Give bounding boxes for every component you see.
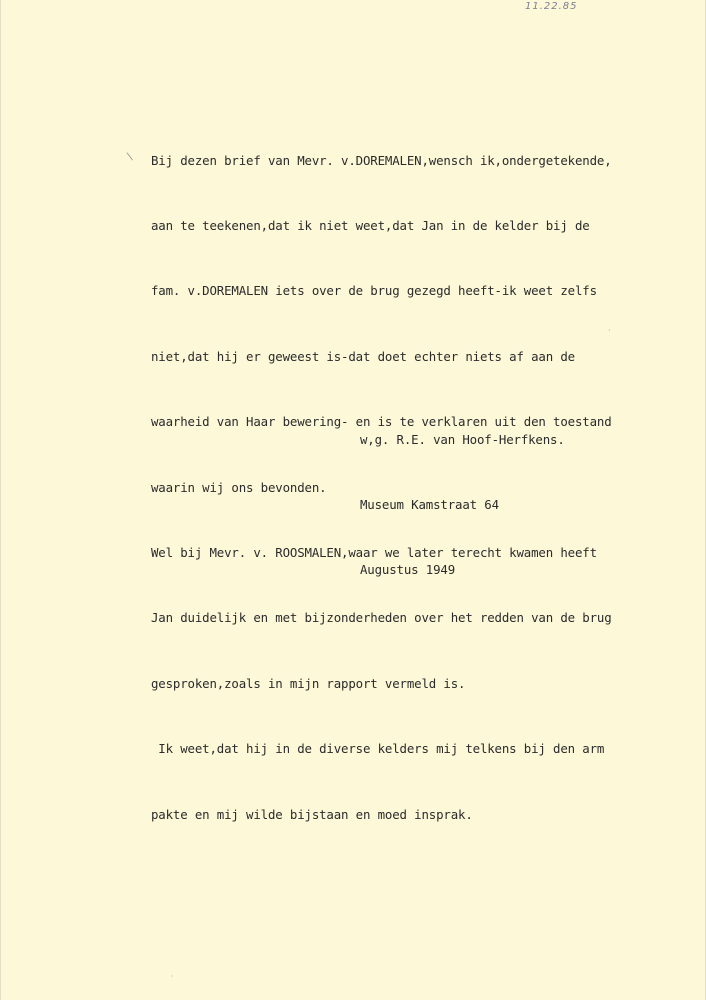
body-line: pakte en mij wilde bijstaan en moed insprak. xyxy=(151,806,473,822)
body-line: fam. v.DOREMALEN iets over de brug gezegd heeft-ik weet zelfs xyxy=(151,283,597,299)
body-line: Jan duidelijk en met bijzonderheden over het redden van de brug xyxy=(151,610,612,626)
body-line: Bij dezen brief van Mevr. v.DOREMALEN,wensch ik,ondergetekende, xyxy=(151,152,612,168)
body-line: gesproken,zoals in mijn rapport vermeld is. xyxy=(151,675,466,691)
signature-block xyxy=(360,386,565,623)
ink-dot: · xyxy=(171,972,174,981)
body-line: aan te teekenen,dat ik niet weet,dat Jan in de kelder bij de xyxy=(151,217,590,233)
body-line: waarin wij ons bevonden. xyxy=(151,479,327,495)
ink-dot: · xyxy=(608,326,611,335)
body-line: Wel bij Mevr. v. ROOSMALEN,waar we later terecht kwamen heeft xyxy=(151,544,597,560)
body-line: niet,dat hij er geweest is-dat doet echter niets af aan de xyxy=(151,348,575,364)
signature-address: Museum Kamstraat 64 xyxy=(360,496,499,512)
body-line: Ik weet,dat hij in de diverse kelders mij telkens bij den arm xyxy=(151,741,605,757)
margin-mark: \ xyxy=(125,149,134,164)
signature-name: w,g. R.E. van Hoof-Herfkens. xyxy=(360,432,565,447)
archive-number: 11.22.85 xyxy=(525,1,578,12)
body-line: waarheid van Haar bewering- en is te verklaren uit den toestand xyxy=(151,414,612,430)
signature-date: Augustus 1949 xyxy=(360,561,456,577)
